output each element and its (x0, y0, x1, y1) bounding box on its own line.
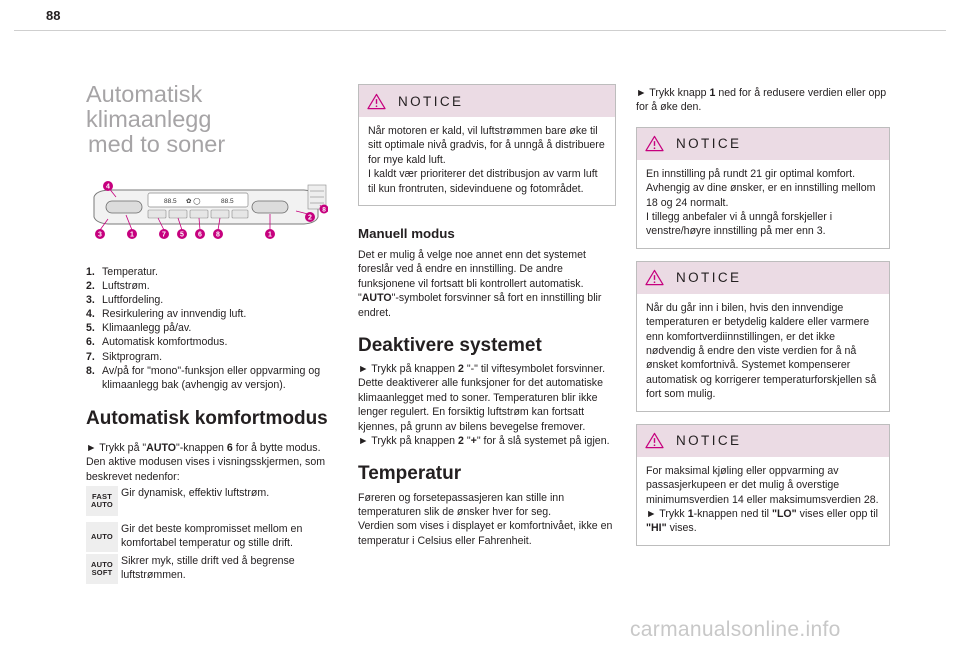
mode-auto: AUTO Gir det beste kompromisset mellom en komfortabel temperatur og stille drift. (86, 522, 334, 552)
svg-text:7: 7 (162, 231, 166, 239)
notice-box-1 (358, 84, 616, 206)
list-item: 6. Automatisk komfortmodus. (86, 336, 228, 349)
section-title-manual-mode: Manuell modus (358, 226, 455, 242)
notice-body: For maksimal kjøling eller oppvarming av passasjerkupeen er det mulig å overstige minimumsverdien 14 eller maksimumsverdien 28. ► Trykk 1-knappen ned til "LO" vises eller opp til "HI" vises. (646, 464, 879, 535)
svg-text:1: 1 (268, 231, 272, 239)
svg-text:3: 3 (98, 231, 102, 239)
mode-fast-auto: FAST AUTO Gir dynamisk, effektiv luftstrøm. (86, 486, 334, 516)
section-title-deactivate: Deaktivere systemet (358, 335, 542, 357)
page-title (86, 82, 334, 157)
column-3 (636, 82, 890, 546)
temperature-text: Føreren og forsetepassasjeren kan stille inn temperaturen slik de ønsker hver for seg. Verdien som vises i displayet er komfortnivået, ikke en temperatur i Celsius eller Fahrenheit. (358, 491, 613, 547)
svg-text:88.5: 88.5 (164, 198, 177, 205)
column-2 (358, 82, 616, 548)
page-title-line-2: med to soner (88, 131, 226, 157)
list-item: 2. Luftstrøm. (86, 280, 150, 293)
notice-header (637, 128, 889, 160)
warning-triangle-icon (645, 135, 664, 152)
warning-triangle-icon (645, 432, 664, 449)
auto-icon: AUTO (86, 522, 118, 552)
list-item: 7. Siktprogram. (86, 350, 163, 363)
svg-text:✿ ◯: ✿ ◯ (186, 198, 201, 205)
notice-title: NOTICE (676, 433, 742, 449)
section-title-temperature: Temperatur (358, 462, 462, 484)
column-1 (86, 82, 334, 584)
notice-body: Når motoren er kald, vil luftstrømmen bare øke til sitt optimale nivå gradvis, for å unngå å distribuere for mye kald luft. I kaldt vær prioriterer det distribusjon av varm luft til kun frontruten, sidevinduene og fotområdet. (368, 125, 605, 195)
deactivate-text: ► Trykk på knappen 2 "-" til viftesymbolet forsvinner. Dette deaktiverer alle funksjoner for det automatiske klimaanlegget med to soner. Temperaturen blir ikke lenger regulert. En forsiktig luftstrøm kan fortsatt kjennes, på grunn av bilens bevegelse fremover. ► Trykk på knappen 2 "+" for å slå systemet på igjen. (358, 363, 610, 448)
climate-panel-figure (86, 181, 328, 243)
list-item: 3. Luftfordeling. (86, 294, 164, 307)
notice-box-4 (636, 424, 890, 546)
notice-header (359, 85, 615, 117)
list-item: 8. Av/på for "mono"-funksjon eller oppvarming og klimaanlegg bak (avhengig av versjon). (86, 364, 321, 391)
notice-header (637, 425, 889, 457)
top-divider (14, 30, 946, 31)
fast-auto-icon: FAST AUTO (86, 486, 118, 516)
svg-text:88.5: 88.5 (221, 198, 234, 205)
notice-body: Når du går inn i bilen, hvis den innvendige temperaturen er betydelig kaldere eller varmere enn komfortverdiinnstillingen, er det ikke nødvendig å endre den viste verdien for å nå ønsket komfortnivå. Systemet kompenserer automatisk og korrigerer temperaturforskjellen så fort som mulig. (646, 301, 877, 401)
svg-text:4: 4 (106, 183, 110, 191)
notice-body: En innstilling på rundt 21 gir optimal komfort. Avhengig av dine ønsker, er en innstilling mellom 18 og 24 normalt. I tillegg anbefaler vi å unngå forskjeller i venstre/høyre innstilling på mer enn 3. (646, 167, 876, 238)
list-item: 1. Temperatur. (86, 266, 158, 278)
svg-text:6: 6 (198, 231, 202, 239)
list-item: 5. Klimaanlegg på/av. (86, 322, 192, 335)
component-list (86, 265, 334, 392)
warning-triangle-icon (367, 93, 386, 110)
page-title-line-1: Automatisk klimaanlegg (86, 81, 212, 132)
notice-box-2 (636, 127, 890, 249)
notice-title: NOTICE (676, 270, 742, 286)
svg-text:8: 8 (322, 206, 326, 214)
notice-title: NOTICE (398, 93, 464, 109)
watermark: carmanualsonline.info (630, 618, 841, 641)
svg-text:8: 8 (216, 231, 220, 239)
page-number: 88 (46, 8, 61, 23)
mode-auto-soft: AUTO SOFT Sikrer myk, stille drift ved å begrense luftstrømmen. (86, 554, 334, 584)
climate-panel-illustration (86, 181, 328, 243)
button-1-instruction: ► Trykk knapp 1 ned for å redusere verdien eller opp for å øke den. (636, 87, 887, 114)
notice-header (637, 262, 889, 294)
notice-title: NOTICE (676, 136, 742, 152)
manual-mode-text: Det er mulig å velge noe annet enn det systemet foreslår ved å endre en innstilling. De andre funksjonene vil fortsatt bli kontrollert automatisk. "AUTO"-symbolet forsvinner så fort en innstilling blir endret. (358, 249, 602, 319)
svg-text:1: 1 (130, 231, 134, 239)
list-item: 4. Resirkulering av innvendig luft. (86, 308, 247, 321)
auto-soft-icon: AUTO SOFT (86, 554, 118, 584)
notice-box-3 (636, 261, 890, 412)
svg-text:2: 2 (308, 214, 312, 222)
comfort-mode-instructions: ► Trykk på "AUTO"-knappen 6 for å bytte modus. Den aktive modusen vises i visningsskjermen, som beskrevet nedenfor: (86, 441, 326, 483)
section-title-comfort-mode: Automatisk komfortmodus (86, 407, 328, 429)
warning-triangle-icon (645, 269, 664, 286)
svg-text:5: 5 (180, 231, 184, 239)
